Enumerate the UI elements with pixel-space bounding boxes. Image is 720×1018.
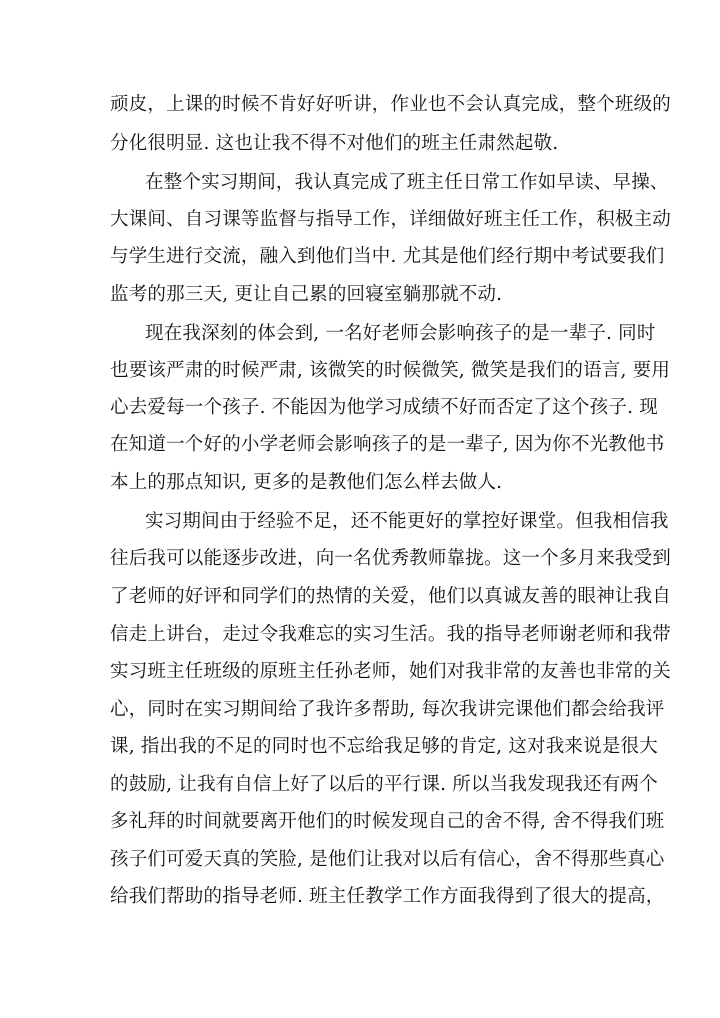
paragraph-first-line: 现在我深刻的体会到, 一名好老师会影响孩子的是一辈子. 同时 bbox=[145, 323, 656, 344]
text-line: 心去爱每一个孩子. 不能因为他学习成绩不好而否定了这个孩子. 现 bbox=[110, 397, 658, 418]
text-line: 心，同时在实习期间给了我许多帮助, 每次我讲完课他们都会给我评 bbox=[110, 699, 665, 720]
text-line: 信走上讲台，走过令我难忘的实习生活。我的指导老师谢老师和我带 bbox=[110, 624, 672, 645]
text-line: 孩子们可爱天真的笑脸, 是他们让我对以后有信心，舍不得那些真心 bbox=[110, 849, 665, 870]
text-line: 也要该严肃的时候严肃, 该微笑的时候微笑, 微笑是我们的语言, 要用 bbox=[110, 360, 671, 381]
text-line: 大课间、自习课等监督与指导工作，详细做好班主任工作，积极主动 bbox=[110, 209, 672, 230]
text-line: 课, 指出我的不足的同时也不忘给我足够的肯定, 这对我来说是很大 bbox=[110, 736, 658, 757]
paragraph-first-line: 在整个实习期间，我认真完成了班主任日常工作如早读、早操、 bbox=[145, 172, 669, 193]
text-line: 往后我可以能逐步改进，向一名优秀教师靠拢。这一个多月来我受到 bbox=[110, 548, 672, 569]
text-line: 本上的那点知识, 更多的是教他们怎么样去做人. bbox=[110, 472, 503, 493]
text-line: 了老师的好评和同学们的热情的关爱，他们以真诚友善的眼神让我自 bbox=[110, 586, 672, 607]
text-line: 给我们帮助的指导老师. 班主任教学工作方面我得到了很大的提高， bbox=[110, 886, 665, 907]
paragraph-first-line: 实习期间由于经验不足，还不能更好的掌控好课堂。但我相信我 bbox=[145, 511, 669, 532]
text-line: 实习班主任班级的原班主任孙老师，她们对我非常的友善也非常的关 bbox=[110, 661, 672, 682]
text-line: 在知道一个好的小学老师会影响孩子的是一辈子, 因为你不光教他书 bbox=[110, 434, 665, 455]
text-line: 与学生进行交流，融入到他们当中. 尤其是他们经行期中考试要我们 bbox=[110, 246, 665, 267]
text-line: 顽皮，上课的时候不肯好好听讲，作业也不会认真完成，整个班级的 bbox=[110, 94, 672, 115]
text-line: 分化很明显. 这也让我不得不对他们的班主任肃然起敬. bbox=[110, 133, 559, 154]
text-line: 监考的那三天, 更让自己累的回寝室躺那就不动. bbox=[110, 284, 503, 305]
text-line: 的鼓励, 让我有自信上好了以后的平行课. 所以当我发现我还有两个 bbox=[110, 774, 658, 795]
text-line: 多礼拜的时间就要离开他们的时候发现自己的舍不得, 舍不得我们班 bbox=[110, 811, 665, 832]
